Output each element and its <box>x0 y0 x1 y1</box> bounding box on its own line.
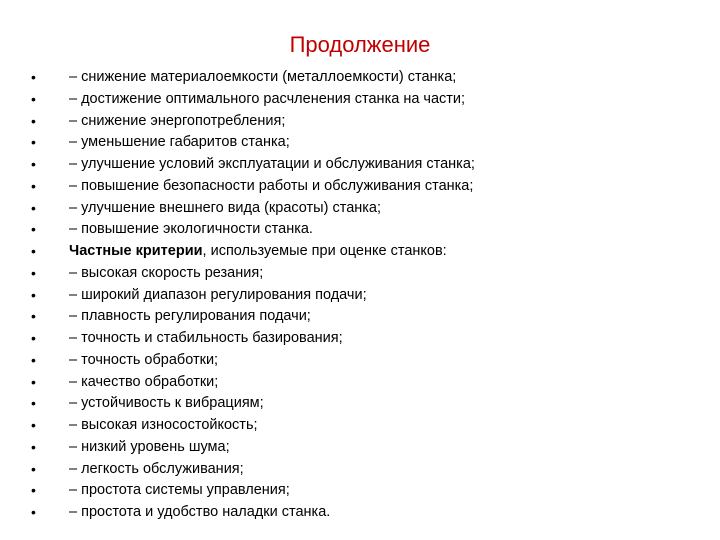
bullet-plain-text: – достижение оптимального расчленения станка на части; <box>69 90 466 107</box>
bullet-dot-icon: • <box>31 243 36 259</box>
bullet-text <box>69 198 381 220</box>
bullet-dot-icon: • <box>31 69 36 85</box>
bullet-plain-text: – высокая скорость резания; <box>69 264 264 281</box>
bullet-text <box>69 372 218 394</box>
bullet-plain-text: , используемые при оценке станков: <box>202 243 447 259</box>
bullet-bold-text: Частные критерии <box>69 243 203 259</box>
bullet-dot-icon: • <box>31 351 36 368</box>
bullet-dot-icon: • <box>31 156 36 172</box>
bullet-plain-text: – повышение безопасности работы и обслуживания станка; <box>69 177 474 194</box>
bullet-plain-text: – высокая износостойкость; <box>69 417 258 433</box>
bullet-dot-icon: • <box>31 112 36 129</box>
bullet-text <box>69 415 258 437</box>
bullet-text <box>69 502 330 524</box>
bullet-dot-icon: • <box>31 373 36 390</box>
bullet-text <box>69 459 244 481</box>
bullet-text <box>69 154 475 176</box>
bullet-dot-icon: • <box>31 504 36 520</box>
bullet-text <box>69 176 473 198</box>
bullet-plain-text: – низкий уровень шума; <box>69 438 230 455</box>
bullet-plain-text: – уменьшение габаритов станка; <box>69 134 290 151</box>
bullet-dot-icon: • <box>31 199 36 216</box>
bullet-plain-text: – качество обработки; <box>69 373 219 390</box>
bullet-dot-icon: • <box>31 177 36 194</box>
bullet-dot-icon: • <box>31 438 36 455</box>
bullet-plain-text: – легкость обслуживания; <box>69 460 244 477</box>
bullet-plain-text: – простота системы управления; <box>69 482 290 499</box>
bullet-dot-icon: • <box>31 308 36 325</box>
bullet-text <box>69 328 343 350</box>
bullet-dot-icon: • <box>31 221 36 238</box>
bullet-plain-text: – плавность регулирования подачи; <box>69 308 311 325</box>
bullet-dot-icon: • <box>31 264 36 281</box>
bullet-text <box>69 67 456 89</box>
bullet-text <box>69 480 290 502</box>
bullet-text <box>69 437 230 459</box>
bullet-plain-text: – широкий диапазон регулирования подачи; <box>69 286 367 303</box>
bullet-plain-text: – улучшение условий эксплуатации и обслуживания станка; <box>69 156 475 172</box>
bullet-plain-text: – точность и стабильность базирования; <box>69 330 343 346</box>
bullet-text <box>69 263 263 285</box>
bullet-text <box>69 89 465 111</box>
bullet-dot-icon: • <box>31 482 36 499</box>
bullet-text <box>69 306 311 328</box>
bullet-plain-text: – снижение энергопотребления; <box>69 112 286 129</box>
bullet-plain-text: – улучшение внешнего вида (красоты) станка; <box>69 199 382 216</box>
bullet-text <box>69 219 313 241</box>
bullet-text <box>69 241 447 263</box>
bullet-dot-icon: • <box>31 460 36 477</box>
bullet-text <box>69 111 285 133</box>
bullet-plain-text: – точность обработки; <box>69 351 219 368</box>
bullet-text <box>69 350 218 372</box>
bullet-text <box>69 132 290 154</box>
bullet-dot-icon: • <box>31 417 36 433</box>
bullet-plain-text: – повышение экологичности станка. <box>69 221 313 238</box>
bullet-text <box>69 285 367 307</box>
bullet-dot-icon: • <box>31 395 36 412</box>
slide-title: Продолжение <box>289 32 431 57</box>
bullet-dot-icon: • <box>31 330 36 346</box>
bullet-text <box>69 393 264 415</box>
bullet-dot-icon: • <box>31 286 36 303</box>
bullet-plain-text: – простота и удобство наладки станка. <box>69 504 331 520</box>
bullet-dot-icon: • <box>31 134 36 151</box>
bullet-plain-text: – снижение материалоемкости (металлоемкости) станка; <box>69 69 457 85</box>
bullet-dot-icon: • <box>31 90 36 107</box>
bullet-plain-text: – устойчивость к вибрациям; <box>69 395 264 412</box>
